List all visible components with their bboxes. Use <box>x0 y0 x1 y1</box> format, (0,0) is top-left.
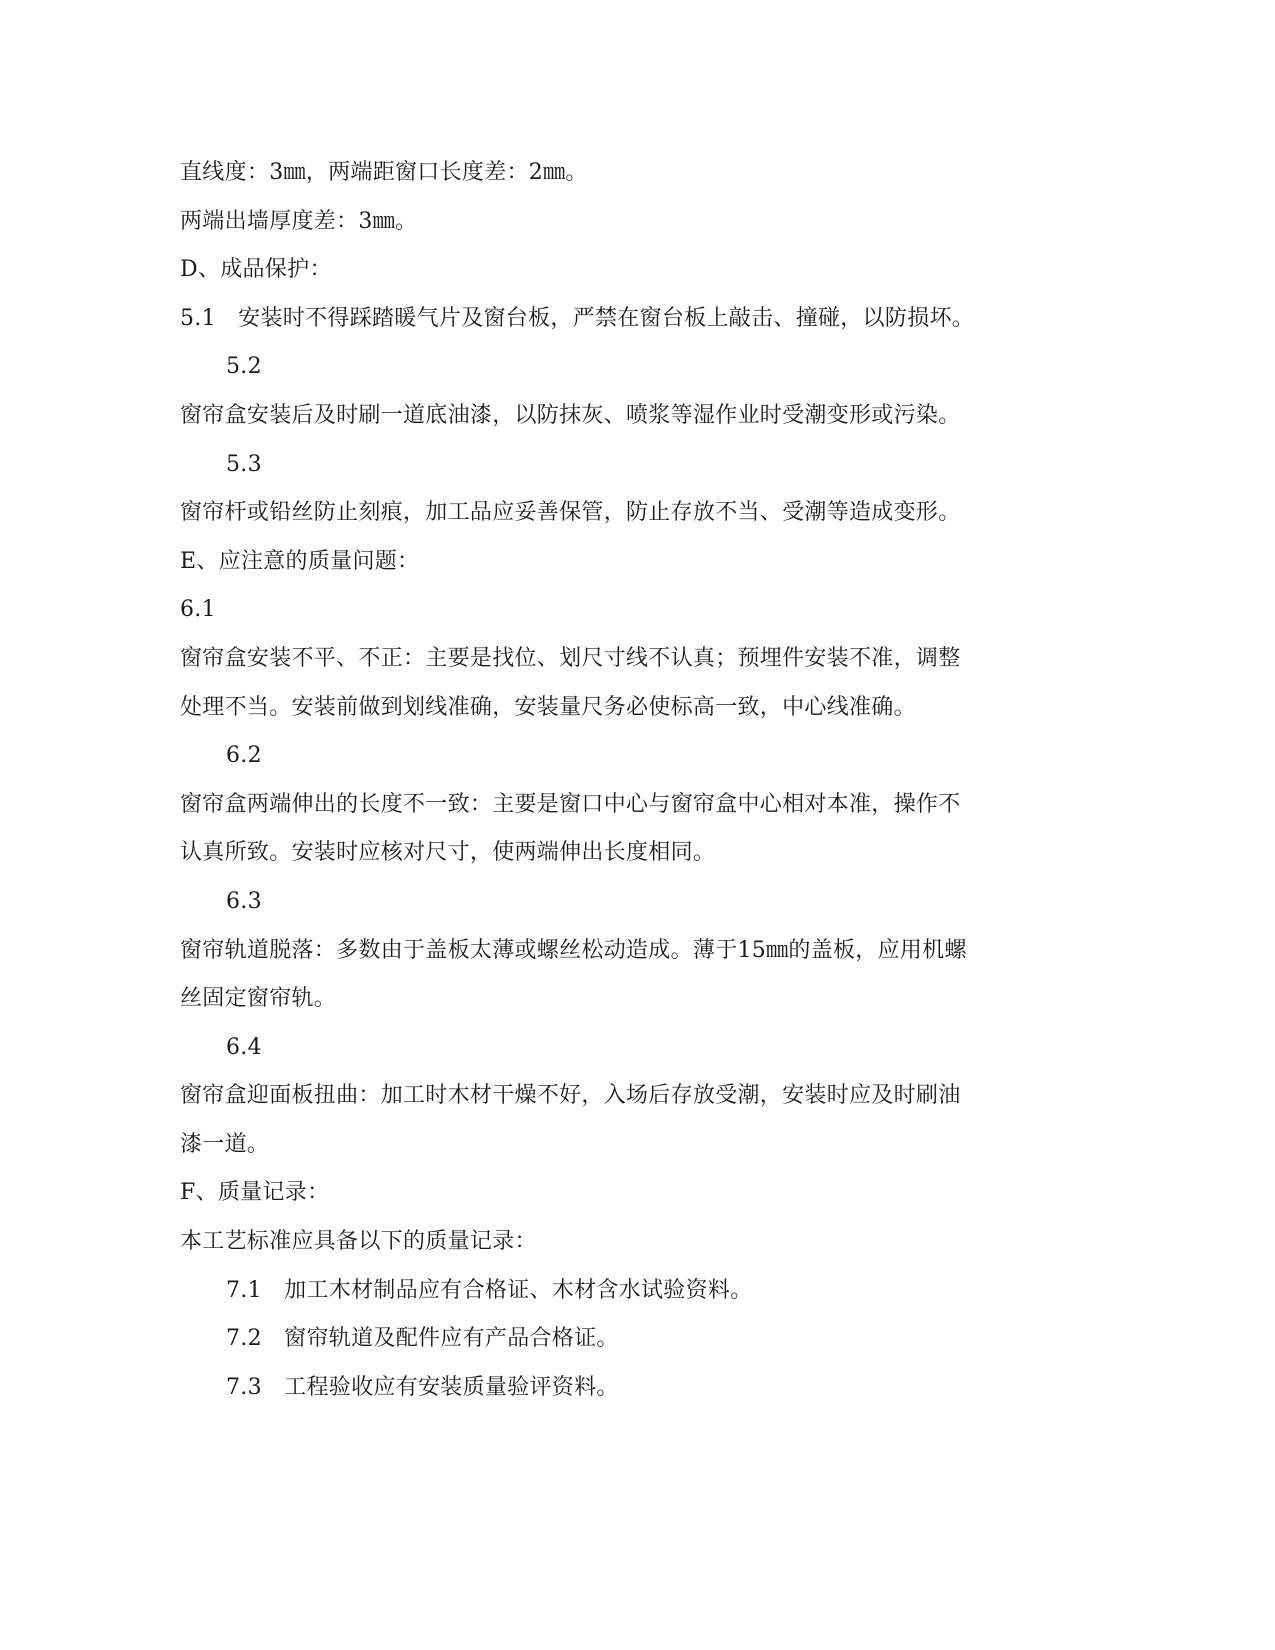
document-page <box>180 149 1060 1412</box>
section-heading: E、应注意的质量问题： <box>180 548 420 574</box>
text-line: 窗帘盒迎面板扭曲：加工时木材干燥不好，入场后存放受潮，安装时应及时刷油 <box>180 1083 961 1109</box>
item-number: 6.2 <box>226 743 262 769</box>
text-line: 两端出墙厚度差：3㎜。 <box>180 208 418 234</box>
text-line: 窗帘轨道脱落：多数由于盖板太薄或螺丝松动造成。薄于15㎜的盖板，应用机螺 <box>180 937 967 963</box>
text-line: 处理不当。安装前做到划线准确，安装量尺务必使标高一致，中心线准确。 <box>180 694 916 720</box>
list-item: 7.3 工程验收应有安装质量验评资料。 <box>226 1374 619 1400</box>
item-number: 5.2 <box>226 354 262 380</box>
text-line: 窗帘杆或铅丝防止刻痕，加工品应妥善保管，防止存放不当、受潮等造成变形。 <box>180 500 961 526</box>
text-line: 5.1 安装时不得踩踏暖气片及窗台板，严禁在窗台板上敲击、撞碰，以防损坏。 <box>180 305 975 331</box>
list-item: 7.1 加工木材制品应有合格证、木材含水试验资料。 <box>226 1277 753 1303</box>
text-line: 认真所致。安装时应核对尺寸，使两端伸出长度相同。 <box>180 840 716 866</box>
text-line: 窗帘盒安装后及时刷一道底油漆，以防抹灰、喷浆等湿作业时受潮变形或污染。 <box>180 402 961 428</box>
item-number: 6.3 <box>226 888 262 914</box>
list-item: 7.2 窗帘轨道及配件应有产品合格证。 <box>226 1326 619 1352</box>
item-number: 6.1 <box>180 597 216 623</box>
text-line: 窗帘盒两端伸出的长度不一致：主要是窗口中心与窗帘盒中心相对本准，操作不 <box>180 791 961 817</box>
text-line: 漆一道。 <box>180 1131 270 1157</box>
item-number: 5.3 <box>226 451 262 477</box>
text-line: 本工艺标准应具备以下的质量记录： <box>180 1229 537 1255</box>
text-line: 窗帘盒安装不平、不正：主要是找位、划尺寸线不认真；预埋件安装不准，调整 <box>180 645 961 671</box>
section-heading: F、质量记录： <box>180 1180 330 1206</box>
text-line: 直线度：3㎜，两端距窗口长度差：2㎜。 <box>180 160 588 185</box>
text-line: 丝固定窗帘轨。 <box>180 986 337 1012</box>
item-number: 6.4 <box>226 1034 262 1060</box>
section-heading: D、成品保护： <box>180 257 332 283</box>
